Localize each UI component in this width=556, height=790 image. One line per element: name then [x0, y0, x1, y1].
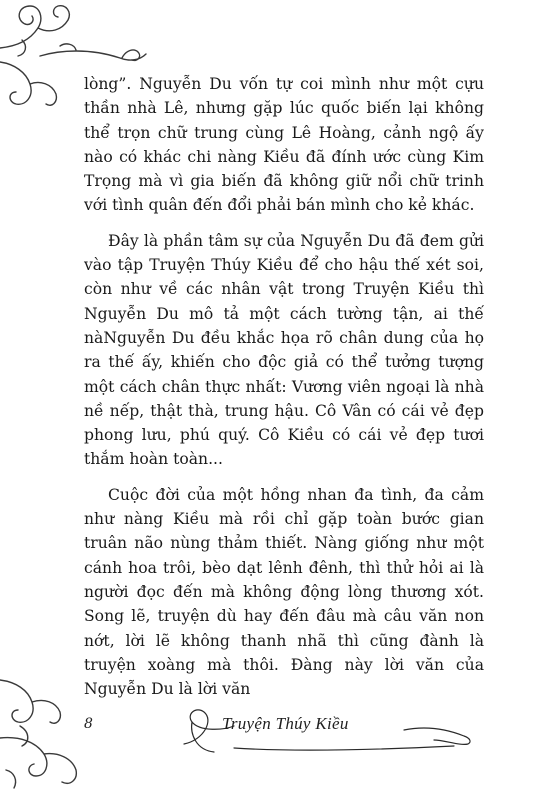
running-title: Truyện Thúy Kiều: [222, 714, 349, 733]
page-footer: [84, 700, 484, 760]
body-text: [84, 72, 484, 712]
paragraph-2: Đây là phần tâm sự của Nguyễn Du đã đem gửi vào tập Truyện Thúy Kiều để cho hậu thế xét soi, còn như về các nhân vật trong Truyện Kiều thì Nguyễn Du mô tả một cách tường tận, ai thế nàNguyễn Du đều khắc họa rõ chân dung của họ ra thế ấy, khiến cho độc giả có thể tưởng tượng một cách chân thực nhất: Vương viên ngoại là nhà nề nếp, thật thà, trung hậu. Cô Vân có cái vẻ đẹp phong lưu, phú quý. Cô Kiều có cái vẻ đẹp tươi thắm hoàn toàn...: [84, 231, 484, 469]
page-number: 8: [84, 716, 93, 732]
paragraph-1: lòng”. Nguyễn Du vốn tự coi mình như một cựu thần nhà Lê, nhưng gặp lúc quốc biến lại không thể trọn chữ trung cùng Lê Hoàng, cảnh ngộ ấy nào có khác chi nàng Kiều đã đính ước cùng Kim Trọng mà vì gia biến đã không giữ nổi chữ trinh với tình quân đến đổi phải bán mình cho kẻ khác.: [84, 75, 484, 215]
paragraph-3: Cuộc đời của một hồng nhan đa tình, đa cảm như nàng Kiều mà rồi chỉ gặp toàn bước gian truân não nùng thảm thiết. Nàng giống như một cánh hoa trôi, bèo dạt lênh đênh, thì thử hỏi ai là người đọc đến mà không động lòng thương xót. Song lẽ, truyện dù hay đến đâu mà câu văn non nớt, lời lẽ không thanh nhã thì cũng đành là truyện xoàng mà thôi. Đàng này lời văn của Nguyễn Du là lời văn: [84, 485, 484, 699]
